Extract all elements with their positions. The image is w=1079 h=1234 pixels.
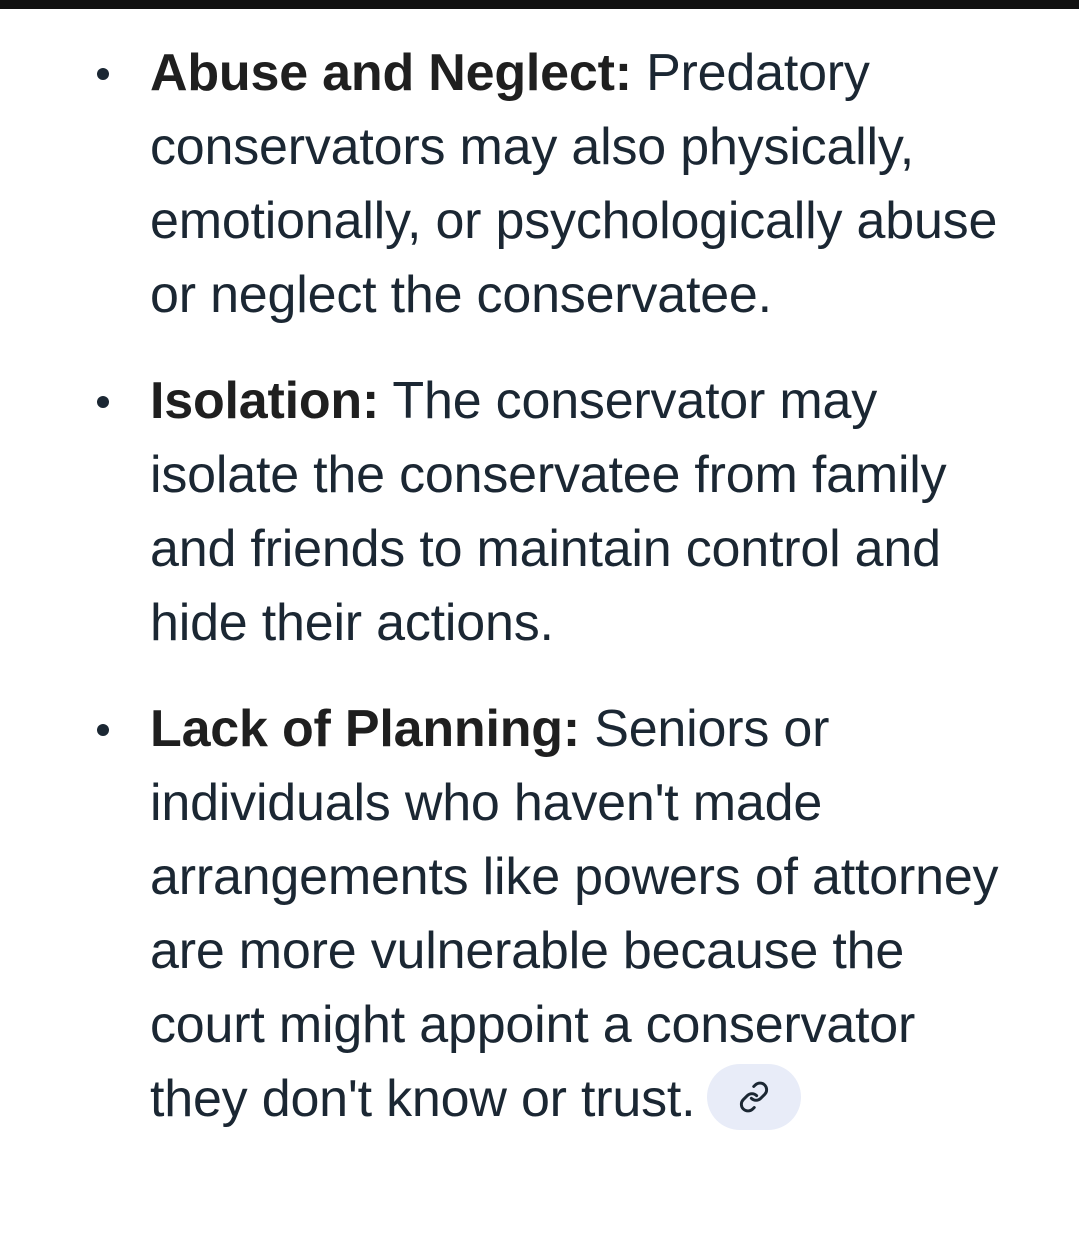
source-link-button[interactable]	[707, 1064, 801, 1130]
bullet-dot-icon	[97, 68, 109, 80]
list-item-term: Isolation:	[150, 372, 380, 430]
list-item-abuse-and-neglect	[0, 36, 1079, 332]
bullet-dot-icon	[97, 724, 109, 736]
list-item-isolation	[0, 364, 1079, 660]
list-item-term: Abuse and Neglect:	[150, 44, 632, 102]
list-item-lack-of-planning	[0, 692, 1079, 1136]
link-icon	[738, 1081, 770, 1113]
list-item-term: Lack of Planning:	[150, 700, 580, 758]
list-item-text: Predatory conservators may also physically, emotionally, or psychologically abuse or neglect the conservatee.	[150, 44, 998, 324]
answer-content	[0, 36, 1079, 1168]
list-item-text: The conservator may isolate the conservatee from family and friends to maintain control and hide their actions.	[150, 372, 947, 652]
bullet-dot-icon	[97, 396, 109, 408]
bullet-list	[0, 36, 1079, 1136]
list-item-text: Seniors or individuals who haven't made arrangements like powers of attorney are more vulnerable because the court might appoint a conservator they don't know or trust.	[150, 700, 999, 1128]
top-status-bar	[0, 0, 1079, 9]
